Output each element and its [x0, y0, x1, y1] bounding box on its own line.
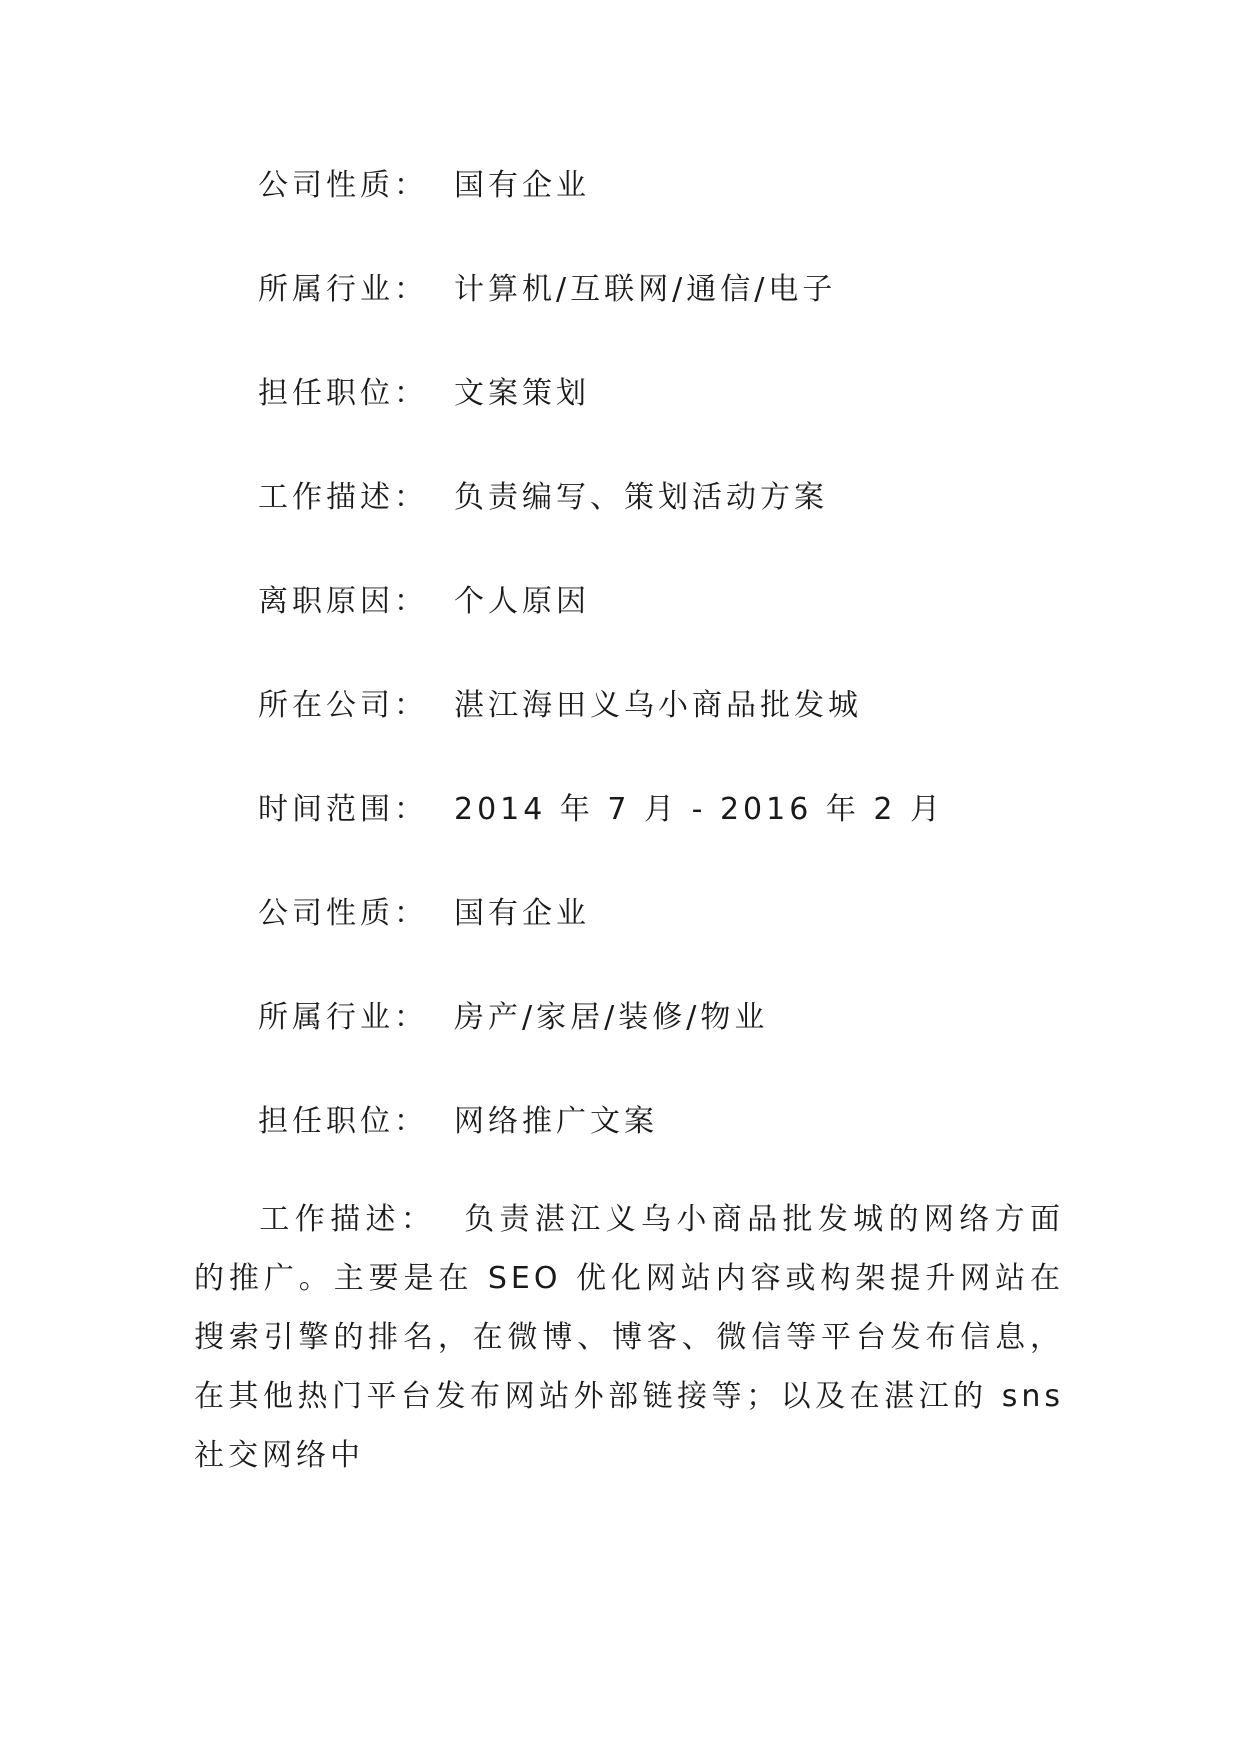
field-value: 网络推广文案 — [454, 1104, 658, 1139]
field-value: 计算机/互联网/通信/电子 — [454, 272, 837, 307]
field-value: 湛江海田义乌小商品批发城 — [454, 688, 862, 723]
field-position-1 — [258, 374, 590, 414]
field-label: 离职原因： — [258, 584, 428, 619]
field-label: 公司性质： — [258, 896, 428, 931]
field-label: 所属行业： — [258, 272, 428, 307]
field-job-description-1 — [258, 478, 828, 518]
field-value: 文案策划 — [454, 376, 590, 411]
field-label: 时间范围： — [258, 792, 428, 827]
field-time-range — [258, 790, 944, 830]
field-value: 2014 年 7 月 - 2016 年 2 月 — [454, 792, 944, 827]
field-label: 担任职位： — [258, 376, 428, 411]
field-industry-2 — [258, 998, 768, 1038]
field-label: 公司性质： — [258, 168, 428, 203]
paragraph-text: 负责湛江义乌小商品批发城的网络方面的推广。主要是在 SEO 优化网站内容或构架提升网站在搜索引擎的排名，在微博、博客、微信等平台发布信息，在其他热门平台发布网站外部链接等；以及在湛江的 sns 社交网络中 — [194, 1202, 1065, 1473]
field-value: 个人原因 — [454, 584, 590, 619]
field-label: 担任职位： — [258, 1104, 428, 1139]
paragraph-label: 工作描述： — [258, 1202, 437, 1237]
field-company — [258, 686, 862, 726]
field-position-2 — [258, 1102, 658, 1142]
field-value: 房产/家居/装修/物业 — [454, 1000, 769, 1035]
field-leaving-reason — [258, 582, 590, 622]
field-company-nature-2 — [258, 894, 590, 934]
job-description-paragraph — [194, 1190, 1064, 1485]
field-value: 国有企业 — [454, 168, 590, 203]
field-company-nature-1 — [258, 166, 590, 206]
field-industry-1 — [258, 270, 836, 310]
field-value: 负责编写、策划活动方案 — [454, 480, 828, 515]
field-label: 所在公司： — [258, 688, 428, 723]
field-label: 工作描述： — [258, 480, 428, 515]
field-label: 所属行业： — [258, 1000, 428, 1035]
field-value: 国有企业 — [454, 896, 590, 931]
